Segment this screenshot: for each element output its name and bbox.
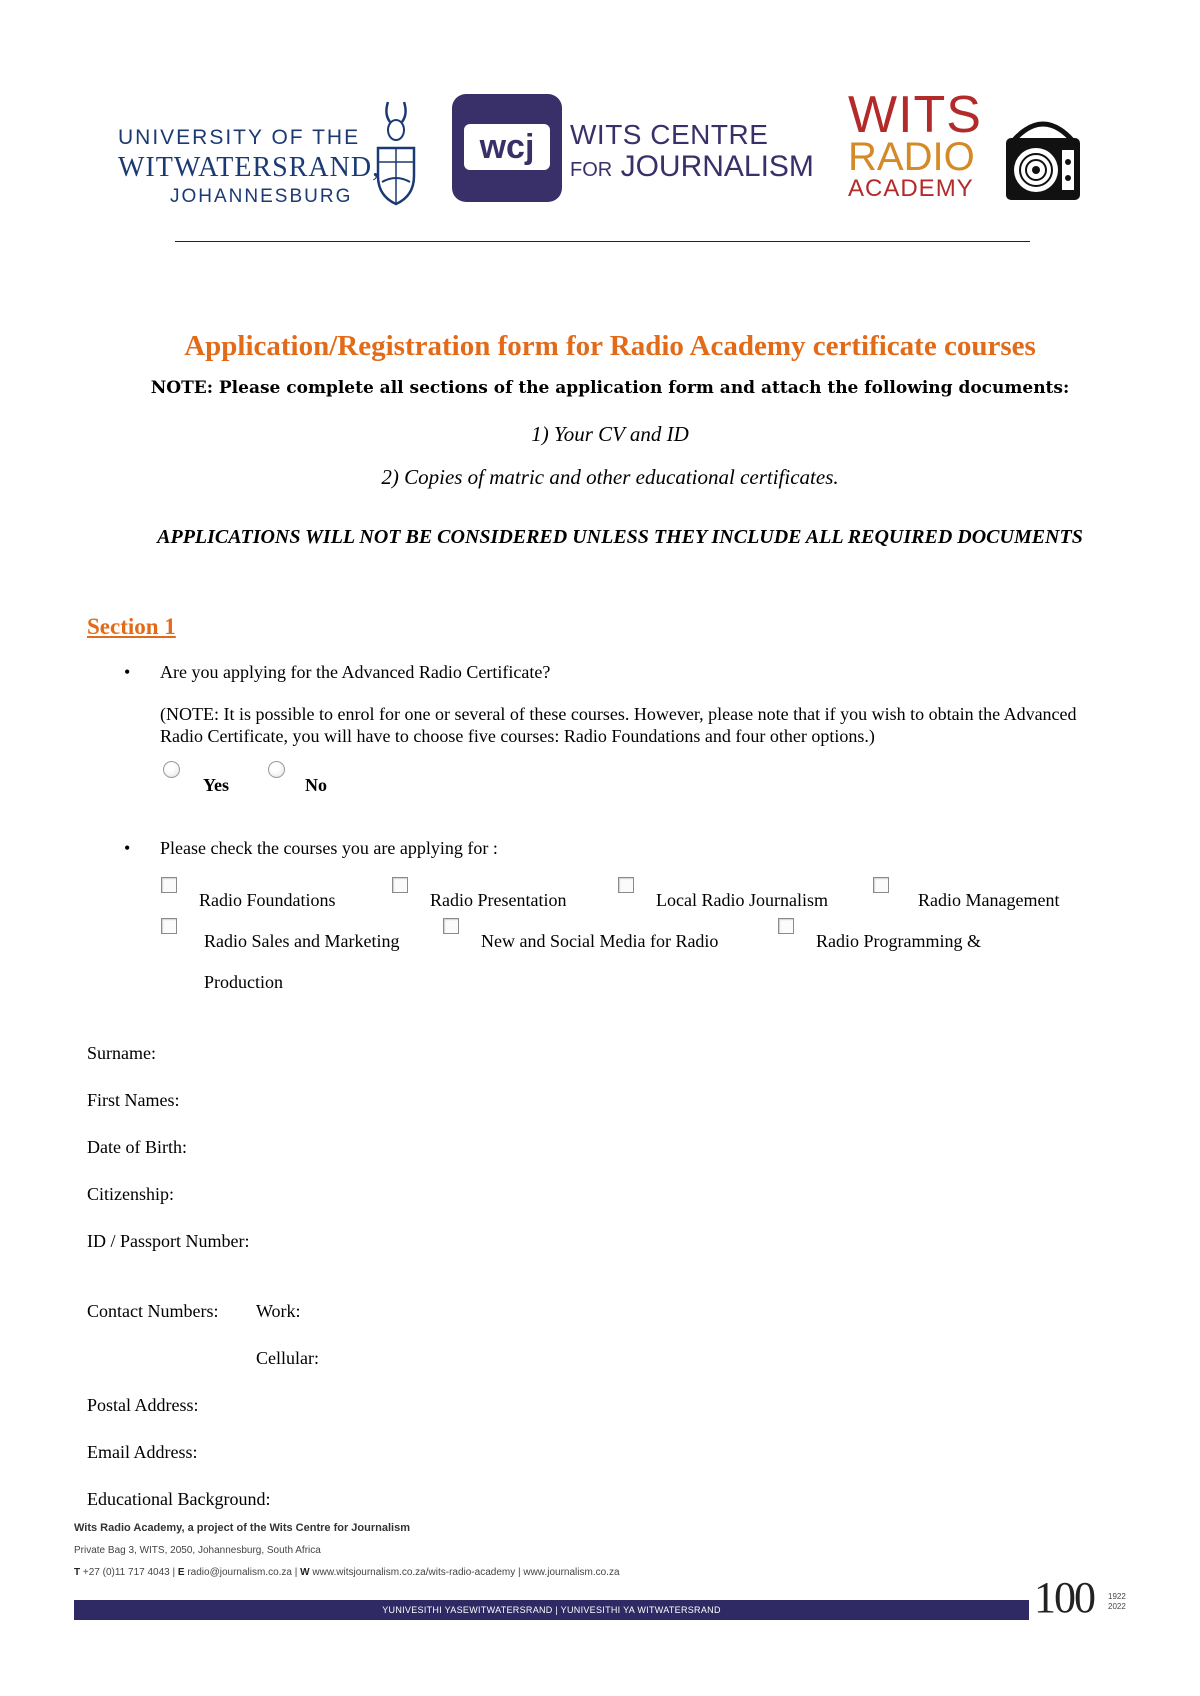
radio-yes-label: Yes [203,775,229,795]
footer-org-line: Wits Radio Academy, a project of the Wits Centre for Journalism [74,1522,410,1534]
centenary-year-end: 2022 [1108,1602,1126,1611]
radio-no-label: No [305,775,327,795]
course-label-new-social-media: New and Social Media for Radio [481,931,719,951]
field-postal-address: Postal Address: [87,1395,199,1415]
required-doc-2: 2) Copies of matric and other educational certificates. [381,465,839,489]
wra-line2: RADIO [848,135,975,179]
field-contact-numbers: Contact Numbers: [87,1301,219,1321]
checkbox-radio-sales-marketing[interactable] [161,918,177,934]
wits-crest-icon [368,96,424,208]
wcj-line2-big: JOURNALISM [620,150,814,183]
bullet-q1: • [124,662,131,682]
question-1-note: (NOTE: It is possible to enrol for one or several of these courses. However, please note that if you wish to obtain the Advanced Radio Certificate, you will have to choose five courses: Radio Foundations and four other options.) [160,704,1077,746]
form-note: NOTE: Please complete all sections of the application form and attach the following documents: [150,378,1070,398]
wits-radio-academy-logo [848,86,998,202]
question-courses: Please check the courses you are applying for : [160,838,498,858]
footer-w-label: W [300,1567,310,1578]
checkbox-radio-programming[interactable] [778,918,794,934]
wcj-logo-mark [452,94,562,202]
field-email-address: Email Address: [87,1442,198,1462]
wcj-logo-words [570,120,830,187]
wra-line3: ACADEMY [848,175,974,202]
course-label-radio-programming: Radio Programming & [816,931,981,951]
centenary-logo: 100 [1034,1573,1094,1622]
univ-logo-line1: UNIVERSITY OF THE [118,126,361,149]
wcj-line2-small: FOR [570,159,613,181]
course-label-production: Production [204,972,283,992]
required-doc-1: 1) Your CV and ID [531,422,689,446]
wra-line1: WITS [848,86,982,144]
course-label-radio-presentation: Radio Presentation [430,890,567,910]
footer-phone: +27 (0)11 717 4043 [82,1567,170,1578]
course-label-radio-management: Radio Management [918,890,1060,910]
field-date-of-birth: Date of Birth: [87,1137,187,1157]
field-work: Work: [256,1301,301,1321]
wcj-mark-text: wcj [464,124,550,170]
field-citizenship: Citizenship: [87,1184,174,1204]
question-advanced-certificate: Are you applying for the Advanced Radio Certificate? [160,662,551,682]
checkbox-radio-management[interactable] [873,877,889,893]
wcj-line2 [570,150,830,187]
field-surname: Surname: [87,1043,156,1063]
checkbox-radio-presentation[interactable] [392,877,408,893]
course-label-radio-sales-marketing: Radio Sales and Marketing [204,931,400,951]
form-title: Application/Registration form for Radio Academy certificate courses [184,330,1036,362]
field-cellular: Cellular: [256,1348,319,1368]
footer-e-label: E [177,1567,185,1578]
footer-address-line: Private Bag 3, WITS, 2050, Johannesburg, South Africa [74,1545,321,1556]
section-1-title: Section 1 [87,614,176,639]
checkbox-radio-foundations[interactable] [161,877,177,893]
wcj-line1: WITS CENTRE [570,119,769,150]
footer-contact-line: T +27 (0)11 717 4043 | E radio@journalism.co.za | W www.witsjournalism.co.za/wits-radio-academy | www.journalism.co.za [74,1567,620,1578]
univ-logo-line3: JOHANNESBURG [170,186,353,207]
radio-yes[interactable] [163,761,180,778]
checkbox-local-radio-journalism[interactable] [618,877,634,893]
applications-warning: APPLICATIONS WILL NOT BE CONSIDERED UNLESS THEY INCLUDE ALL REQUIRED DOCUMENTS [157,526,1083,548]
radio-no[interactable] [268,761,285,778]
bullet-q2: • [124,838,131,858]
checkbox-new-social-media[interactable] [443,918,459,934]
footer-t-label: T [74,1567,81,1578]
field-first-names: First Names: [87,1090,180,1110]
footer-web-link[interactable]: www.witsjournalism.co.za/wits-radio-academy | www.journalism.co.za [312,1567,620,1578]
centenary-years [1108,1592,1126,1612]
footer-band [74,1600,1029,1620]
vintage-radio-icon [1000,110,1086,206]
header-divider [175,241,1030,242]
course-label-radio-foundations: Radio Foundations [199,890,336,910]
course-label-local-radio-journalism: Local Radio Journalism [656,890,828,910]
footer-email-link[interactable]: radio@journalism.co.za [187,1567,292,1578]
field-id-passport: ID / Passport Number: [87,1231,250,1251]
field-educational-background: Educational Background: [87,1489,271,1509]
univ-logo-line2: WITWATERSRAND, [118,152,381,183]
footer-band-text: YUNIVESITHI YASEWITWATERSRAND | YUNIVESITHI YA WITWATERSRAND [382,1605,721,1615]
centenary-year-start: 1922 [1108,1592,1126,1601]
